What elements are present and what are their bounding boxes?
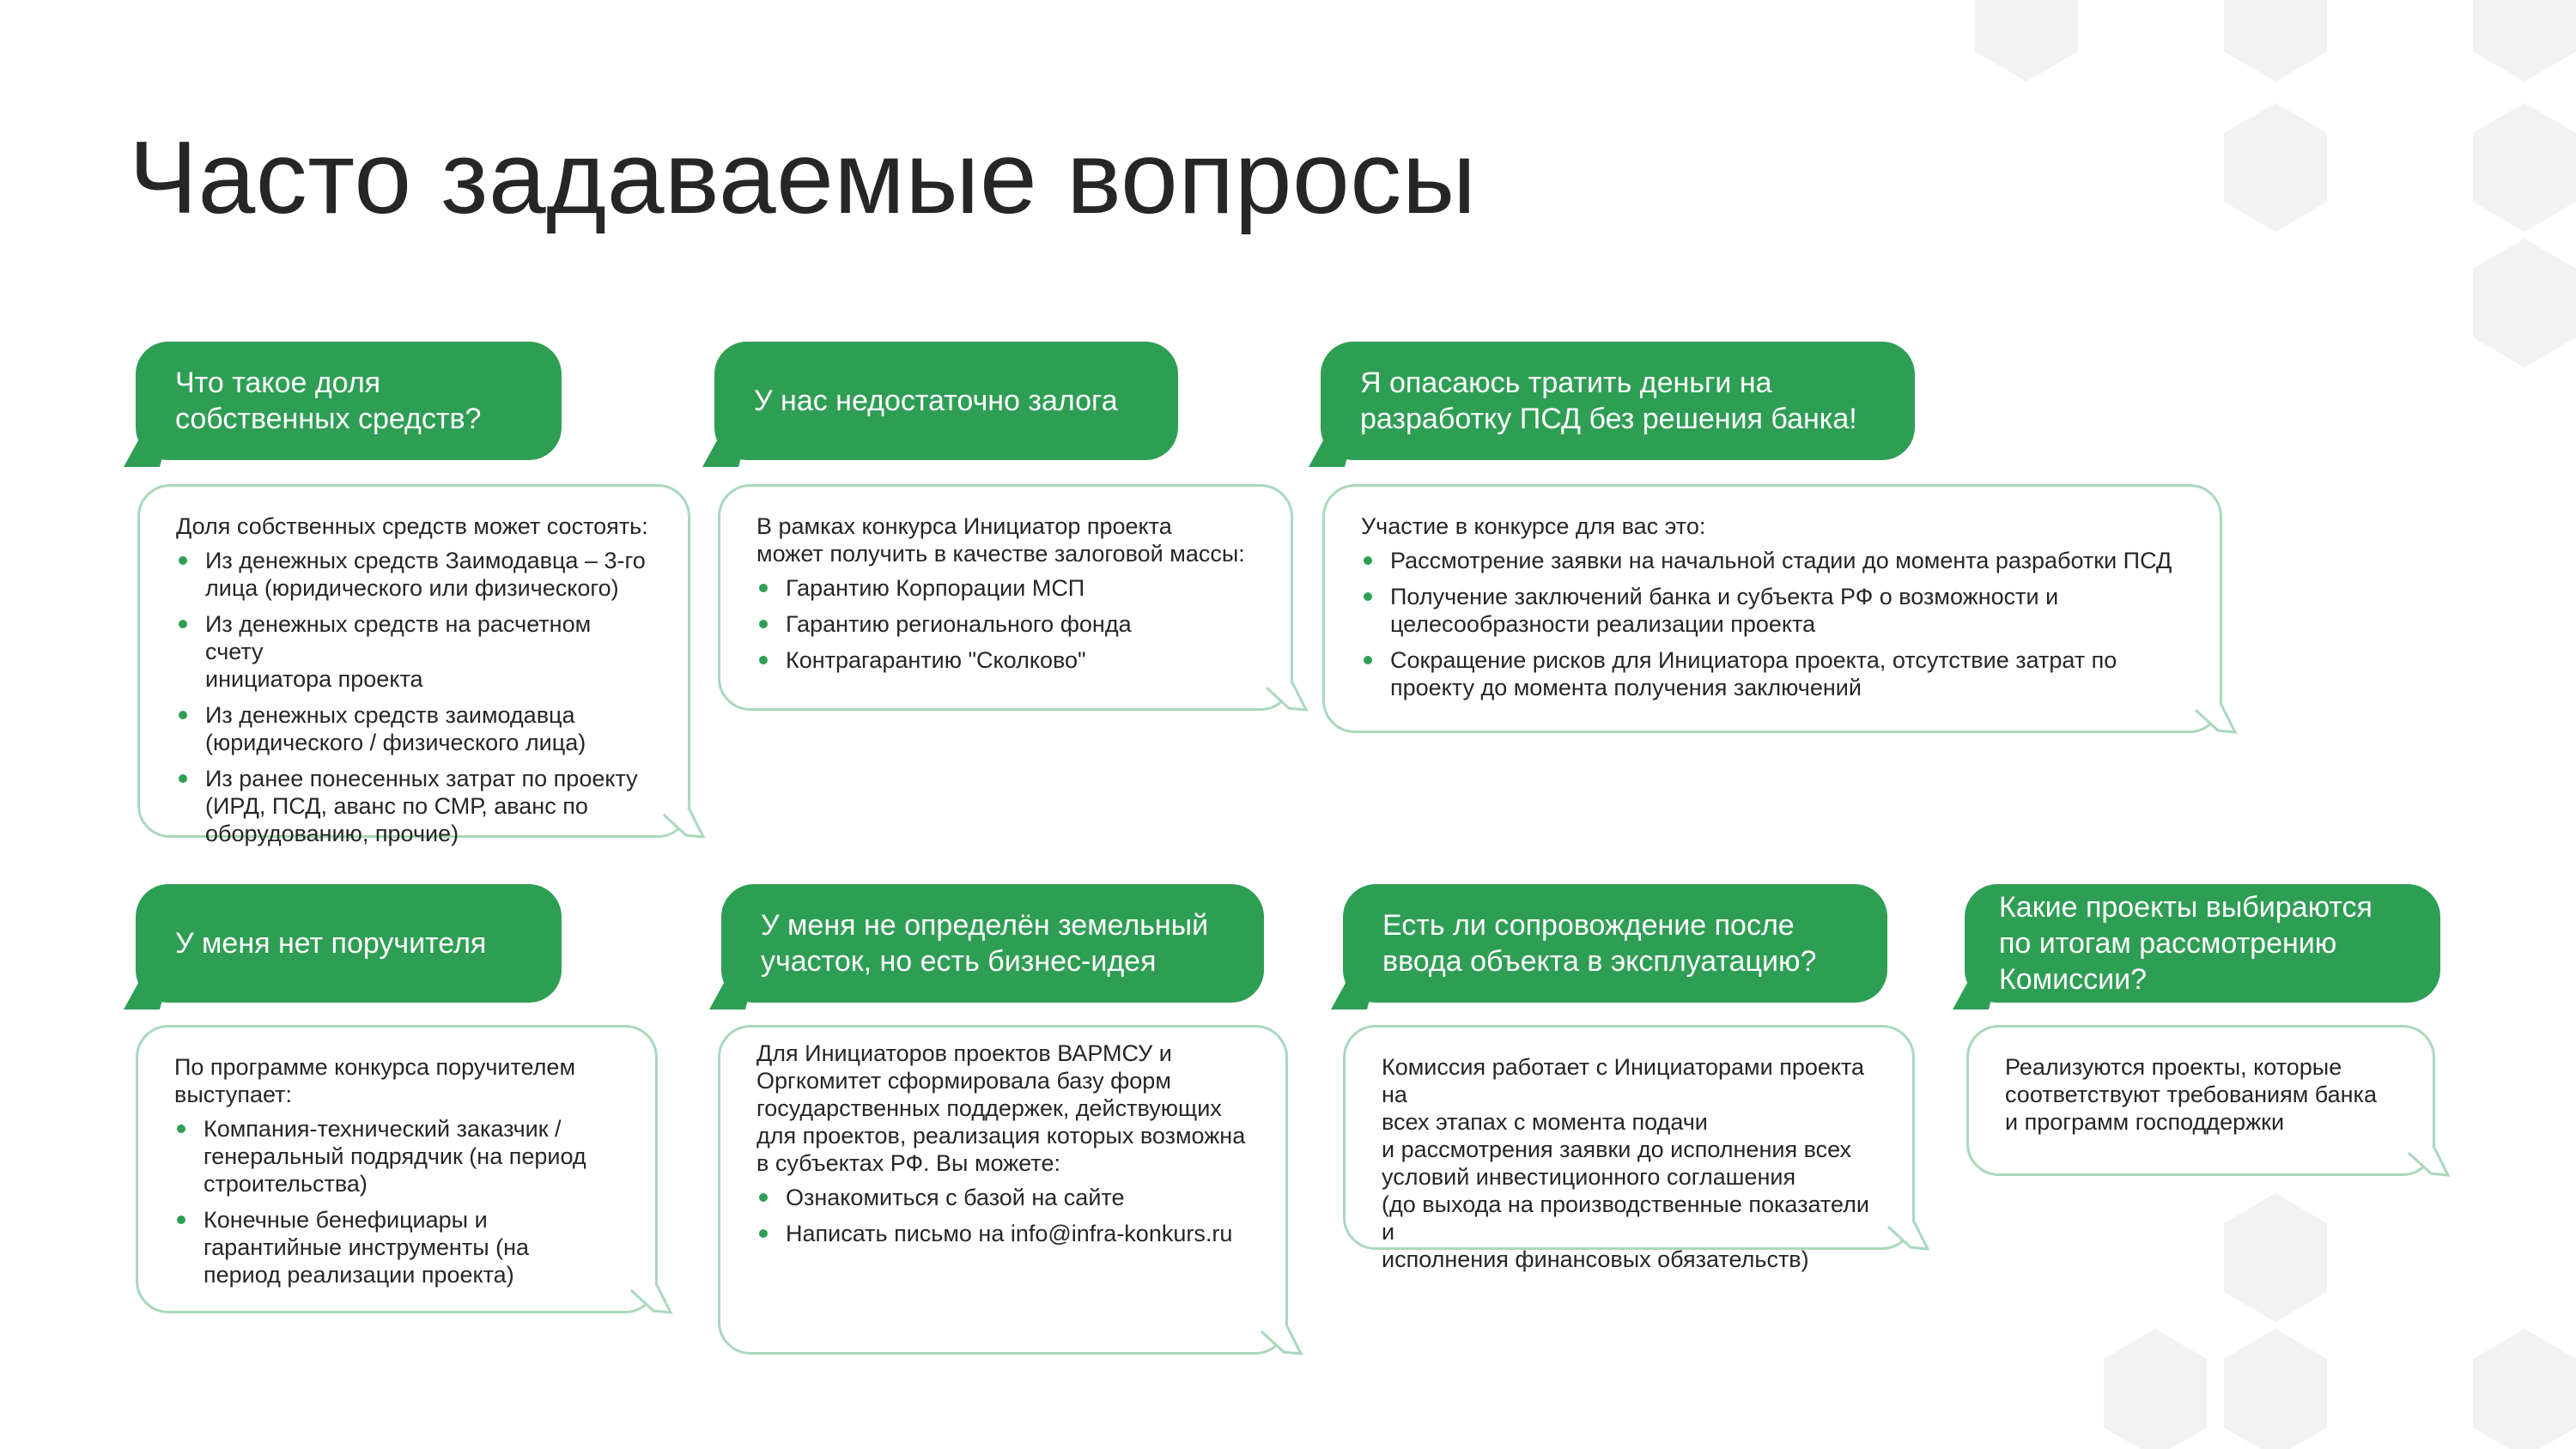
faq-answer-5 (718, 1025, 1288, 1355)
faq-answer-intro: В рамках конкурса Инициатор проекта может получить в качестве залоговой массы: (756, 513, 1245, 567)
faq-answer-list (756, 574, 1256, 674)
list-item: Из денежных средств на расчетном счету инициатора проекта (176, 610, 653, 693)
faq-answer-1 (137, 484, 690, 846)
list-item: Конечные бенефициары и гарантийные инструменты (на период реализации проекта) (174, 1206, 621, 1288)
faq-question-1 (136, 342, 562, 460)
faq-answer-intro: Комиссия работает с Инициаторами проекта на всех этапах с момента подачи и рассмотрения заявки до исполнения всех условий инвестиционного соглашения (до выхода на производственные показатели и исполнения финансовых обязательств) (1382, 1054, 1869, 1272)
faq-answer-list (1361, 547, 2185, 701)
hexagon-shape (2104, 1329, 2207, 1449)
list-item: Написать письмо на info@infra-konkurs.ru (756, 1220, 1251, 1247)
list-item: Получение заключений банка и субъекта РФ о возможности и целесообразности реализации проекта (1361, 583, 2185, 638)
bubble-tail (124, 433, 167, 467)
hexagon-shape (2473, 239, 2576, 367)
bubble-tail (631, 1285, 671, 1316)
faq-answer-list (756, 1184, 1251, 1247)
faq-answer-3 (1322, 484, 2222, 733)
hexagon-shape (2473, 1329, 2576, 1449)
list-item: Компания-технический заказчик / генеральный подрядчик (на период строительства) (174, 1115, 621, 1197)
bubble-tail (1331, 975, 1374, 1009)
list-item: Гарантию регионального фонда (756, 610, 1256, 638)
bubble-tail (664, 809, 703, 840)
hexagon-shape (1975, 0, 2078, 82)
bubble-tail (709, 975, 752, 1009)
bubble-tail (2196, 705, 2235, 736)
faq-answer-intro: Реализуются проекты, которые соответствуют требованиям банка и программ господдержки (2005, 1054, 2377, 1135)
hexagon-shape (2224, 0, 2327, 82)
hexagon-shape (2224, 103, 2327, 232)
faq-question-text: У нас недостаточно залога (754, 385, 1118, 417)
bubble-tail (1267, 682, 1306, 713)
faq-answer-6 (1343, 1025, 1915, 1272)
faq-question-text: Я опасаюсь тратить деньги на разработку ПСД без решения банка! (1360, 367, 1857, 435)
page-title: Часто задаваемые вопросы (129, 120, 1477, 235)
bubble-tail (124, 975, 167, 1009)
faq-answer-intro: Для Инициаторов проектов ВАРМСУ и Оргкомитет сформировала базу форм государственных поддержек, действующих для проектов, реализация которых возможна в субъектах РФ. Вы можете: (756, 1040, 1246, 1176)
hexagon-shape (2224, 1193, 2327, 1322)
faq-answer-2 (718, 484, 1293, 711)
list-item: Из денежных средств заимодавца (юридического / физического лица) (176, 701, 653, 756)
list-item: Рассмотрение заявки на начальной стадии до момента разработки ПСД (1361, 547, 2185, 574)
list-item: Контрагарантию "Сколково" (756, 646, 1256, 674)
faq-answer-list (176, 547, 653, 847)
bubble-tail (1888, 1222, 1928, 1252)
list-item: Ознакомиться с базой на сайте (756, 1184, 1251, 1211)
faq-question-7 (1965, 884, 2440, 1003)
faq-answer-intro: Доля собственных средств может состоять: (176, 513, 648, 539)
faq-answer-intro: По программе конкурса поручителем выступает: (174, 1054, 576, 1107)
faq-question-5 (721, 884, 1264, 1003)
faq-question-4 (136, 884, 562, 1003)
list-item: Сокращение рисков для Инициатора проекта, отсутствие затрат по проекту до момента получения заключений (1361, 646, 2185, 701)
faq-answer-list (174, 1115, 621, 1288)
faq-question-text: У меня нет поручителя (175, 927, 487, 960)
faq-question-text: Есть ли сопровождение после ввода объекта в эксплуатацию? (1382, 909, 1817, 978)
faq-answer-4 (136, 1025, 658, 1313)
list-item: Из ранее понесенных затрат по проекту (ИРД, ПСД, аванс по СМР, аванс по оборудованию, прочие) (176, 765, 653, 847)
bubble-tail (1953, 975, 1996, 1009)
hexagon-shape (2473, 0, 2576, 82)
list-item: Из денежных средств Заимодавца – 3-го лица (юридического или физического) (176, 547, 653, 602)
hexagon-shape (2224, 1329, 2327, 1449)
faq-question-text: Какие проекты выбираются по итогам рассмотрению Комиссии? (1999, 891, 2372, 996)
hexagon-shape (2473, 103, 2576, 232)
faq-question-3 (1321, 342, 1915, 460)
faq-answer-7 (1966, 1025, 2435, 1176)
faq-question-2 (714, 342, 1178, 460)
faq-question-6 (1343, 884, 1887, 1003)
faq-question-text: У меня не определён земельный участок, но есть бизнес-идея (761, 909, 1209, 978)
faq-answer-intro: Участие в конкурсе для вас это: (1361, 513, 1706, 539)
list-item: Гарантию Корпорации МСП (756, 574, 1256, 602)
bubble-tail (1261, 1326, 1301, 1357)
bubble-tail (1309, 433, 1352, 467)
bubble-tail (2409, 1148, 2448, 1179)
faq-question-text: Что такое доля собственных средств? (175, 367, 482, 435)
bubble-tail (702, 433, 745, 467)
